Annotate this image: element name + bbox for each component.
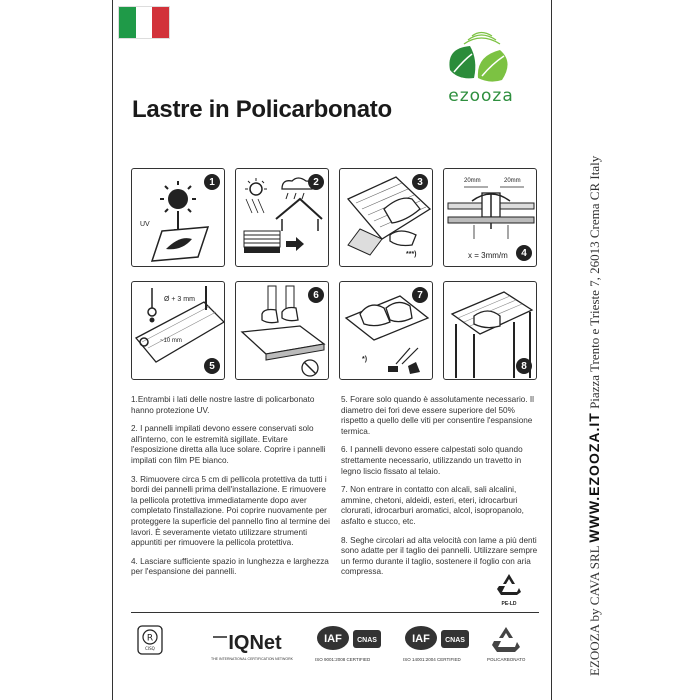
iso9001-logo bbox=[315, 625, 385, 660]
iaf-text-2: IAF bbox=[412, 633, 430, 645]
vertical-company-info bbox=[586, 156, 603, 676]
expansion-formula: x = 3mm/m bbox=[468, 251, 508, 260]
walking-panel bbox=[235, 281, 329, 380]
instruction-item: 2. I pannelli impilati devono essere conservati solo all'interno, con le estremità sigillate. Evitare l'esposizione diretta alla luce solare. Coprire i pannelli impilati con film PE bianco. bbox=[131, 424, 326, 465]
instruction-item: 4. Lasciare sufficiente spazio in lunghezza e larghezza per l'espansione dei pannelli. bbox=[131, 556, 329, 577]
iso9001-caption: ISO 9001:2008 CERTIFIED bbox=[315, 657, 371, 662]
instruction-item: 7. Non entrare in contatto con alcali, sali alcalini, ammine, chetoni, aldeidi, esteri, eteri, idrocarburi clorurati, idrocarburi aromatici, alcol, isopropanolo, asfalto e stucco, etc. bbox=[341, 485, 524, 526]
step-badge-5: 5 bbox=[204, 358, 220, 374]
instruction-texts bbox=[131, 395, 541, 586]
svg-text:4: 4 bbox=[507, 586, 511, 593]
iso14001-caption: ISO 14001:2004 CERTIFIED bbox=[403, 657, 461, 662]
iqnet-caption: THE INTERNATIONAL CERTIFICATION NETWORK bbox=[211, 657, 293, 661]
registered-mark-logo bbox=[137, 625, 163, 660]
gap-right-label: 20mm bbox=[504, 178, 521, 184]
iaf-text: IAF bbox=[324, 633, 342, 645]
step-badge-7: 7 bbox=[412, 287, 428, 303]
step-badge-2: 2 bbox=[308, 174, 324, 190]
recycle-pe-ld-icon bbox=[492, 572, 526, 607]
leaf-logo-icon bbox=[440, 26, 522, 88]
cnas-text: CNAS bbox=[357, 637, 377, 644]
instruction-item: 3. Rimuovere circa 5 cm di pellicola protettiva da tutti i bordi dei pannelli prima dell'installazione. E rimuovere la pellicola protettiva immediatamente dopo aver completato l'installazione. Poi coprire nuovamente per proteggere la superficie del pannello fino al termine dei lavori. È severamente vietato utilizzare strumenti appuntiti per rimuovere la pellicola protettiva. bbox=[131, 474, 330, 548]
footer-divider bbox=[131, 612, 539, 613]
iqnet-logo bbox=[209, 627, 301, 664]
storage-panel bbox=[235, 168, 329, 267]
step-badge-6: 6 bbox=[308, 287, 324, 303]
company-address: Piazza Trento e Trieste 7, 26013 Crema CR Italy bbox=[587, 155, 602, 409]
r-mark-sub: CISQ bbox=[145, 646, 155, 651]
uv-label: UV bbox=[140, 221, 150, 228]
recycle-label: PE-LD bbox=[501, 601, 517, 607]
note-marker: ***) bbox=[406, 251, 417, 258]
step-badge-1: 1 bbox=[204, 174, 220, 190]
brand-logo bbox=[438, 26, 524, 106]
drilling-panel bbox=[131, 281, 225, 380]
certification-footer bbox=[133, 625, 533, 670]
instruction-item: 5. Forare solo quando è assolutamente necessario. Il diametro dei fori deve essere superiore del 50% rispetto a quello delle viti per consentire l'espansione termica. bbox=[341, 395, 534, 436]
page-title: Lastre in Policarbonato bbox=[132, 96, 392, 123]
italian-flag-icon bbox=[118, 6, 170, 39]
website-link[interactable]: WWW.EZOOZA.IT bbox=[586, 412, 602, 543]
gap-left-label: 20mm bbox=[464, 178, 481, 184]
instructions-left-column bbox=[131, 395, 331, 586]
instructions-right-column bbox=[341, 395, 541, 586]
instruction-icon-grid bbox=[131, 168, 537, 394]
bolt-spec-label: Ø + 3 mm bbox=[164, 296, 195, 303]
iso14001-logo bbox=[403, 625, 473, 660]
instruction-item: 6. I pannelli devono essere calpestati solo quando strettamente necessario, utilizzando un travetto in legno liscio fissato al telaio. bbox=[341, 445, 523, 476]
iqnet-text: IQNet bbox=[228, 632, 282, 654]
film-removal-panel bbox=[339, 168, 433, 267]
instruction-item: 1.Entrambi i lati delle nostre lastre di policarbonato hanno protezione UV. bbox=[131, 395, 315, 415]
step-badge-3: 3 bbox=[412, 174, 428, 190]
company-name: EZOOZA by CAVA SRL bbox=[587, 545, 602, 676]
uv-protection-panel bbox=[131, 168, 225, 267]
instruction-item: 8. Seghe circolari ad alta velocità con lame a più denti sono adatte per il taglio dei pannelli. Utilizzare sempre un fermo durante il taglio, sostenere il foglio con aria compressa. bbox=[341, 535, 538, 577]
policarbonato-caption: POLICARBONATO bbox=[487, 657, 526, 662]
chemical-contact-panel bbox=[339, 281, 433, 380]
recycle-policarbonato-logo bbox=[487, 625, 526, 662]
cnas-text-2: CNAS bbox=[445, 637, 465, 644]
cutting-panel bbox=[443, 281, 537, 380]
step-badge-4: 4 bbox=[516, 245, 532, 261]
note-marker-7: *) bbox=[362, 356, 368, 363]
bolt-mm-label: ~10 mm bbox=[160, 338, 182, 344]
r-mark-text: R bbox=[146, 633, 154, 644]
step-badge-8: 8 bbox=[516, 358, 532, 374]
expansion-gap-panel bbox=[443, 168, 537, 267]
brand-name: ezooza bbox=[448, 86, 514, 106]
